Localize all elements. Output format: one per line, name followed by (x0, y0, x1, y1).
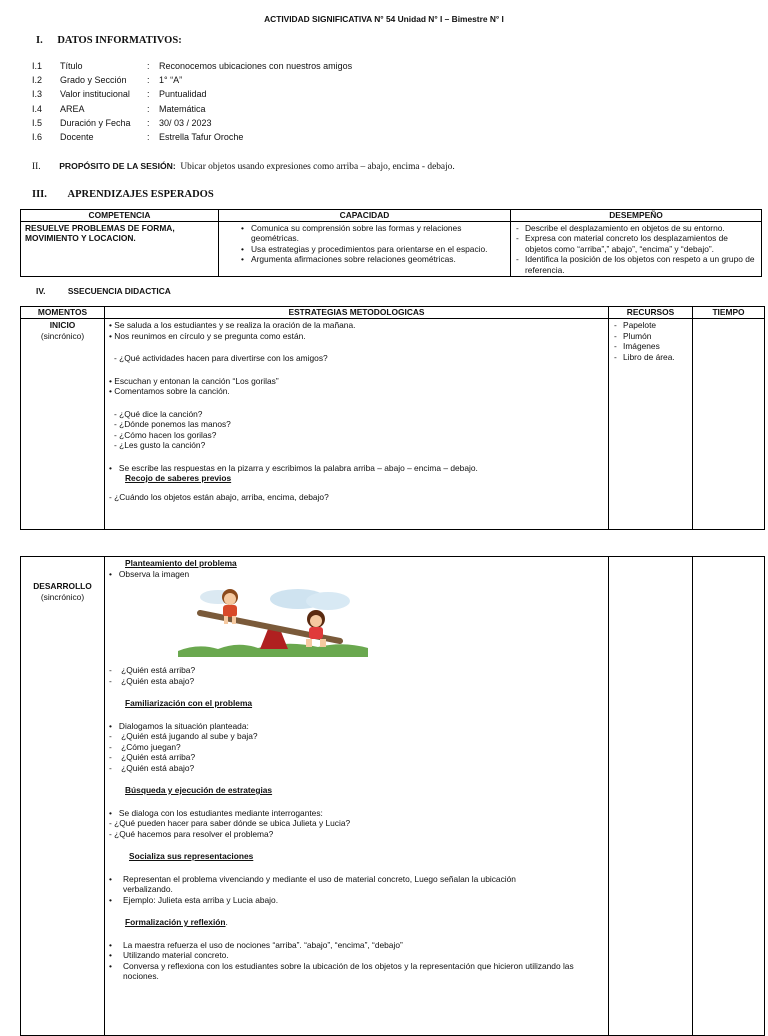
sequence-table-desarrollo (20, 556, 765, 1036)
list-item: • Argumenta afirmaciones sobre relaciones geométricas. (241, 254, 506, 265)
bullet-icon: • (109, 375, 115, 386)
info-colon: : (147, 61, 150, 71)
resources-cell (609, 319, 693, 530)
table-header-row (21, 210, 762, 222)
question-line: - ¿Quién está jugando al sube y baja? (109, 731, 258, 741)
section-subheading: Socializa sus representaciones (129, 851, 254, 861)
section-subheading: Recojo de saberes previos (125, 473, 232, 483)
list-item: • Usa estrategias y procedimientos para orientarse en el espacio. (241, 244, 506, 255)
info-number: I.4 (32, 104, 43, 114)
info-value: Reconocemos ubicaciones con nuestros amigos (159, 61, 353, 71)
section-2-text: Ubicar objetos usando expresiones como arriba – abajo, encima - debajo. (180, 162, 455, 172)
strategy-text: Dialogamos la situación planteada: (118, 720, 249, 731)
capacidad-list (241, 223, 506, 265)
list-item: - Libro de área. (613, 352, 688, 363)
header-capacidad: CAPACIDAD (219, 210, 511, 222)
info-number: I.2 (32, 75, 43, 85)
moment-name: INICIO (49, 320, 76, 330)
desempeno-cell (511, 221, 762, 277)
header-recursos: RECURSOS (609, 307, 693, 319)
section-subheading: Planteamiento del problema (125, 558, 237, 568)
strategy-line (109, 376, 604, 387)
info-colon: : (147, 75, 150, 85)
strategy-text: Observa la imagen (118, 568, 190, 579)
header-desempeno: DESEMPEÑO (511, 210, 762, 222)
question-line: - ¿Qué dice la canción? (114, 408, 203, 419)
strategy-text: Nos reunimos en círculo y se pregunta como están. (114, 330, 306, 341)
bullet-icon: • (109, 568, 119, 579)
info-colon: : (147, 132, 150, 142)
info-value: Puntualidad (159, 89, 207, 99)
competencies-table (20, 209, 762, 277)
info-label: Título (60, 61, 83, 71)
strategy-text: Se saluda a los estudiantes y se realiza la oración de la mañana. (114, 320, 356, 330)
info-value: 30/ 03 / 2023 (159, 118, 212, 128)
list-item: • Ejemplo: Julieta esta arriba y Lucia abajo. (109, 895, 549, 906)
resources-list (613, 320, 688, 362)
table-row (21, 221, 762, 277)
competencia-cell: RESUELVE PROBLEMAS DE FORMA, MOVIMIENTO Y LOCACION. (21, 221, 219, 277)
bullet-icon: • (109, 320, 115, 330)
moment-mode: (sincrónico) (40, 330, 85, 341)
time-cell (693, 557, 765, 1036)
section-1-label: DATOS INFORMATIVOS: (57, 35, 182, 46)
strategy-text: Comentamos sobre la canción. (114, 386, 230, 396)
list-item: • Conversa y reflexiona con los estudiantes sobre la ubicación de los objetos y la representación que hicieron utilizando las nociones. (109, 961, 604, 982)
section-3-number: III. (32, 189, 47, 200)
bullet-icon: • (109, 462, 119, 473)
list-item: • Utilizando material concreto. (109, 950, 604, 961)
section-subheading: Búsqueda y ejecución de estrategias (125, 785, 273, 795)
list-item: • La maestra refuerza el uso de nociones “arriba”. “abajo”, “encima”, “debajo” (109, 940, 604, 951)
question-line: - ¿Quién está arriba? (109, 752, 196, 762)
table-row (21, 557, 765, 1036)
seesaw-illustration (178, 585, 368, 657)
bullet-icon: • (109, 720, 119, 731)
question-line: - ¿Dónde ponemos las manos? (114, 419, 231, 429)
info-number: I.1 (32, 61, 43, 71)
info-number: I.5 (32, 118, 43, 128)
strategy-line (109, 721, 604, 732)
question-line: - ¿Qué hacemos para resolver el problema? (109, 828, 274, 839)
strategy-text: Se dialoga con los estudiantes mediante interrogantes: (118, 807, 323, 818)
section-subheading: Formalización y reflexión (125, 917, 226, 927)
info-label: Valor institucional (60, 89, 130, 99)
section-2-number: II. (32, 162, 41, 172)
info-colon: : (147, 89, 150, 99)
table-header-row (21, 307, 765, 319)
list-item: - Identifica la posición de los objetos con respeto a un grupo de referencia. (515, 254, 757, 275)
info-colon: : (147, 118, 150, 128)
list-item: - Papelote (613, 320, 688, 331)
header-estrategias: ESTRATEGIAS METODOLOGICAS (105, 307, 609, 319)
strategy-text: Escuchan y entonan la canción “Los gorilas” (114, 375, 279, 386)
question-line: - ¿Les gusto la canción? (114, 440, 206, 450)
section-2 (32, 160, 455, 174)
info-value: Matemática (159, 104, 206, 114)
strategy-list (109, 874, 549, 906)
list-item: - Plumón (613, 331, 688, 342)
header-competencia: COMPETENCIA (21, 210, 219, 222)
question-line: - ¿Cómo juegan? (109, 741, 181, 752)
list-item: - Expresa con material concreto los desplazamientos de objetos como “arriba”,” abajo”, “encima” y “debajo”. (515, 233, 757, 254)
strategy-line (109, 386, 604, 397)
document-title: ACTIVIDAD SIGNIFICATIVA N° 54 Unidad N° I – Bimestre N° I (264, 14, 504, 24)
info-label: Grado y Sección (60, 75, 127, 85)
moment-cell-desarrollo (21, 557, 105, 1036)
info-number: I.3 (32, 89, 43, 99)
question-line: - ¿Quién está abajo? (109, 762, 195, 773)
moment-mode: (sincrónico) (40, 591, 85, 602)
section-4-number: IV. (36, 286, 46, 296)
info-value: Estrella Tafur Oroche (159, 132, 244, 142)
question-line: - ¿Qué actividades hacen para divertirse con los amigos? (114, 353, 328, 363)
section-subheading-row (109, 917, 604, 928)
list-item: - Describe el desplazamiento en objetos de su entorno. (515, 223, 757, 234)
section-3-heading (32, 188, 214, 201)
girl-down-icon (306, 610, 326, 647)
section-4-heading (36, 286, 171, 297)
question-line: - ¿Quién esta abajo? (109, 675, 195, 686)
time-cell (693, 319, 765, 530)
strategy-text: Se escribe las respuestas en la pizarra y escribimos la palabra arriba – abajo – encima – debajo. (118, 462, 478, 473)
moment-name: DESARROLLO (33, 581, 92, 591)
bullet-icon: • (109, 330, 115, 341)
strategy-line (109, 463, 604, 474)
section-subheading: Familiarización con el problema (125, 698, 253, 708)
strategies-cell-inicio (105, 319, 609, 530)
section-1-heading (36, 34, 182, 47)
moment-cell-inicio (21, 319, 105, 530)
section-4-label: SSECUENCIA DIDACTICA (67, 286, 171, 296)
info-label: Docente (60, 132, 94, 142)
section-2-label: PROPÓSITO DE LA SESIÓN: (59, 161, 176, 171)
question-line: - ¿Cómo hacen los gorilas? (114, 429, 217, 440)
bullet-icon: • (109, 386, 115, 396)
table-row (21, 319, 765, 530)
desempeno-list (515, 223, 757, 276)
info-number: I.6 (32, 132, 43, 142)
subheading-tail: . (225, 917, 228, 927)
bullet-icon: • (109, 807, 119, 818)
section-3-label: APRENDIZAJES ESPERADOS (67, 189, 214, 200)
info-value: 1° “A” (159, 75, 183, 85)
list-item: • Representan el problema vivenciando y mediante el uso de material concreto, Luego señalan la ubicación verbalizando. (109, 874, 549, 895)
strategy-line (109, 331, 604, 342)
question-line: - ¿Quién está arriba? (109, 665, 196, 675)
info-colon: : (147, 104, 150, 114)
info-label: AREA (60, 104, 85, 114)
question-line: - ¿Qué pueden hacer para saber dónde se ubica Julieta y Lucia? (109, 818, 351, 828)
list-item: • Comunica su comprensión sobre las formas y relaciones geométricas. (241, 223, 506, 244)
strategy-line (109, 569, 604, 580)
capacidad-cell (219, 221, 511, 277)
list-item: - Imágenes (613, 341, 688, 352)
info-label: Duración y Fecha (60, 118, 131, 128)
header-tiempo: TIEMPO (693, 307, 765, 319)
sequence-table-inicio (20, 306, 765, 530)
header-momentos: MOMENTOS (21, 307, 105, 319)
strategy-list (109, 940, 604, 982)
question-line: - ¿Cuándo los objetos están abajo, arriba, encima, debajo? (109, 491, 329, 502)
section-1-number: I. (36, 35, 43, 46)
strategy-line (109, 808, 604, 819)
strategy-line (109, 320, 604, 331)
resources-cell (609, 557, 693, 1036)
